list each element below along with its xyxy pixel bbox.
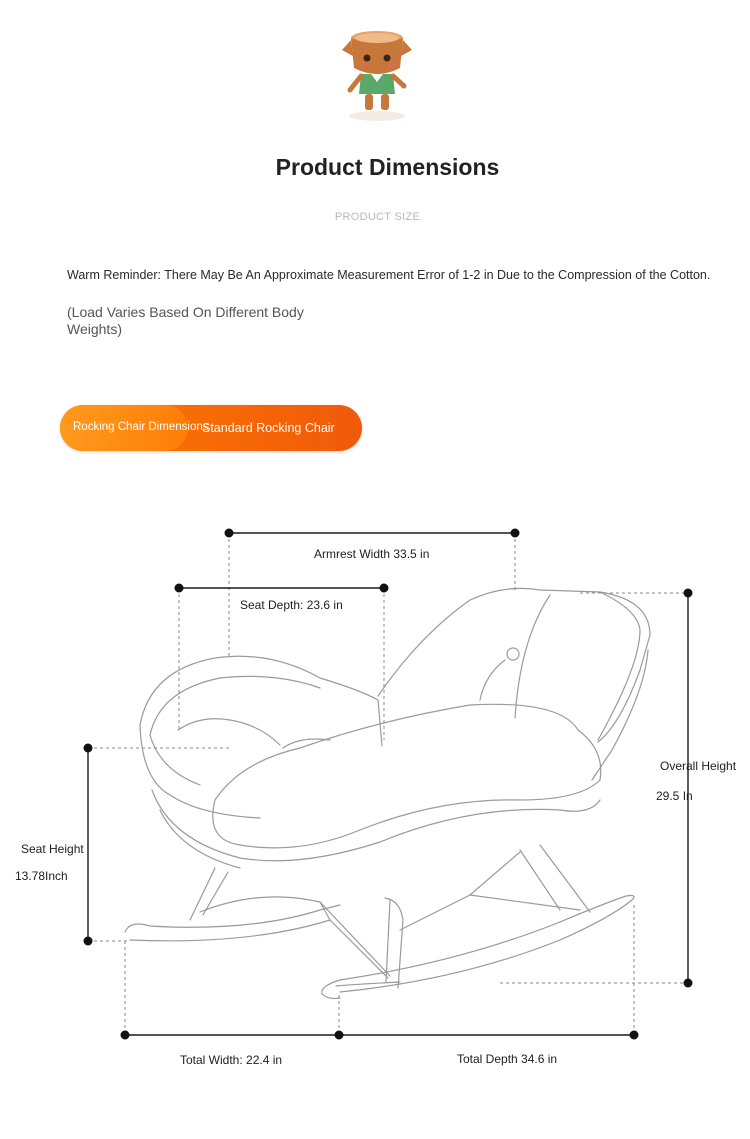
warm-reminder: Warm Reminder: There May Be An Approximate Measurement Error of 1-2 in Due to the Compression of the Cotton. xyxy=(67,268,711,282)
mascot-icon xyxy=(338,28,416,124)
dimension-lines xyxy=(88,533,688,1035)
load-note: (Load Varies Based On Different Body Weights) xyxy=(67,304,304,337)
chair-drawing xyxy=(125,588,650,998)
page-title: Product Dimensions xyxy=(275,154,500,180)
tab-standard-rocking-chair[interactable]: Standard Rocking Chair xyxy=(202,421,335,435)
total-depth-label: Total Depth 34.6 in xyxy=(457,1052,558,1066)
seat-depth-label: Seat Depth: 23.6 in xyxy=(240,598,343,612)
guide-lines xyxy=(88,533,688,1035)
armrest-width-label: Armrest Width 33.5 in xyxy=(314,547,430,561)
overall-height-value: 29.5 In xyxy=(656,789,693,803)
page-subtitle: PRODUCT SIZE xyxy=(334,211,421,223)
seat-height-label: Seat Height xyxy=(21,842,84,856)
seat-height-value: 13.78Inch xyxy=(15,869,68,883)
dimension-endpoints xyxy=(84,529,693,1040)
total-width-label: Total Width: 22.4 in xyxy=(180,1053,283,1067)
dimension-tabs xyxy=(60,405,362,451)
overall-height-label: Overall Height xyxy=(660,759,737,773)
tab-rocking-chair-dimensions-label[interactable]: Rocking Chair Dimensions xyxy=(73,421,209,433)
chair-dimension-diagram xyxy=(0,500,750,1100)
